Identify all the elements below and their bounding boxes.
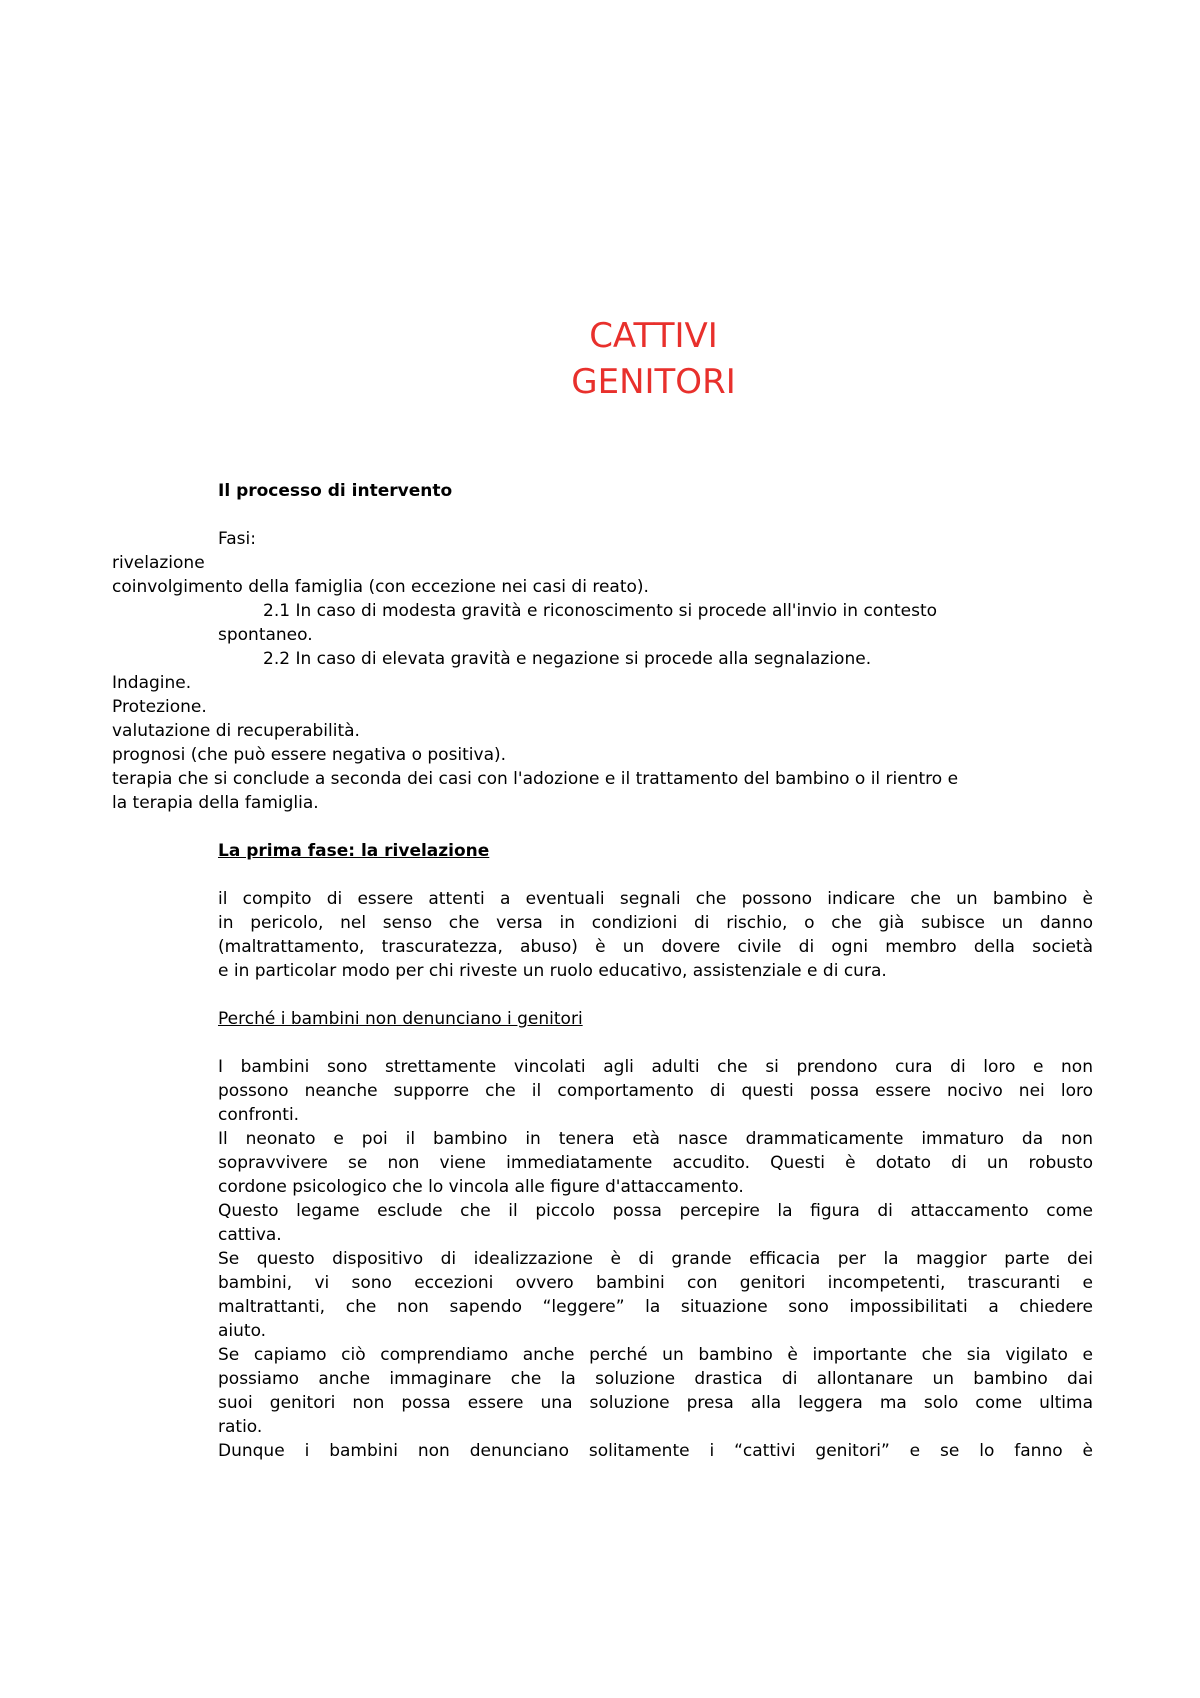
paragraph-line: Il neonato e poi il bambino in tenera età nasce drammaticamente immaturo da non	[218, 1129, 1093, 1149]
paragraph-line: e in particolar modo per chi riveste un ruolo educativo, assistenziale e di cura.	[218, 961, 887, 981]
paragraph-line: (maltrattamento, trascuratezza, abuso) è un dovere civile di ogni membro della società	[218, 937, 1093, 957]
paragraph-line: il compito di essere attenti a eventuali segnali che possono indicare che un bambino è	[218, 889, 1093, 909]
list-item-continuation: la terapia della famiglia.	[112, 793, 319, 813]
section-heading-perche: Perché i bambini non denunciano i genitori	[218, 1009, 583, 1029]
sub-list-item-continuation: spontaneo.	[218, 625, 313, 645]
paragraph-line: bambini, vi sono eccezioni ovvero bambini con genitori incompetenti, trascuranti e	[218, 1273, 1093, 1293]
paragraph-line: cattiva.	[218, 1225, 282, 1245]
paragraph-line: Dunque i bambini non denunciano solitamente i “cattivi genitori” e se lo fanno è	[218, 1441, 1093, 1461]
paragraph-line: suoi genitori non possa essere una soluzione presa alla leggera ma solo come ultima	[218, 1393, 1093, 1413]
paragraph-line: Se capiamo ciò comprendiamo anche perché un bambino è importante che sia vigilato e	[218, 1345, 1093, 1365]
list-item: Indagine.	[112, 673, 192, 693]
list-item: prognosi (che può essere negativa o positiva).	[112, 745, 507, 765]
section-heading-rivelazione: La prima fase: la rivelazione	[218, 841, 490, 861]
paragraph-line: Se questo dispositivo di idealizzazione è di grande efficacia per la maggior parte dei	[218, 1249, 1093, 1269]
list-item: Protezione.	[112, 697, 207, 717]
paragraph-line: aiuto.	[218, 1321, 267, 1341]
paragraph-line: confronti.	[218, 1105, 300, 1125]
paragraph-line: possono neanche supporre che il comportamento di questi possa essere nocivo nei loro	[218, 1081, 1093, 1101]
paragraph-line: sopravvivere se non viene immediatamente accudito. Questi è dotato di un robusto	[218, 1153, 1093, 1173]
paragraph-line: maltrattanti, che non sapendo “leggere” la situazione sono impossibilitati a chiedere	[218, 1297, 1093, 1317]
paragraph-line: in pericolo, nel senso che versa in condizioni di rischio, o che già subisce un danno	[218, 913, 1093, 933]
paragraph-line: Questo legame esclude che il piccolo possa percepire la figura di attaccamento come	[218, 1201, 1093, 1221]
paragraph-line: cordone psicologico che lo vincola alle figure d'attaccamento.	[218, 1177, 744, 1197]
list-item: valutazione di recuperabilità.	[112, 721, 360, 741]
list-item: terapia che si conclude a seconda dei casi con l'adozione e il trattamento del bambino o il rientro e	[112, 769, 959, 789]
sub-list-item: 2.2 In caso di elevata gravità e negazione si procede alla segnalazione.	[263, 649, 872, 669]
phases-label: Fasi:	[218, 529, 256, 549]
section-heading-processo: Il processo di intervento	[218, 481, 453, 501]
paragraph-line: ratio.	[218, 1417, 263, 1437]
document-title-line-1: CATTIVI	[589, 316, 718, 356]
list-item: coinvolgimento della famiglia (con eccezione nei casi di reato).	[112, 577, 649, 597]
paragraph-line: possiamo anche immaginare che la soluzione drastica di allontanare un bambino dai	[218, 1369, 1093, 1389]
document-title-line-2: GENITORI	[571, 362, 736, 402]
sub-list-item: 2.1 In caso di modesta gravità e riconoscimento si procede all'invio in contesto	[263, 601, 938, 621]
paragraph-line: I bambini sono strettamente vincolati agli adulti che si prendono cura di loro e non	[218, 1057, 1093, 1077]
list-item: rivelazione	[112, 553, 205, 573]
